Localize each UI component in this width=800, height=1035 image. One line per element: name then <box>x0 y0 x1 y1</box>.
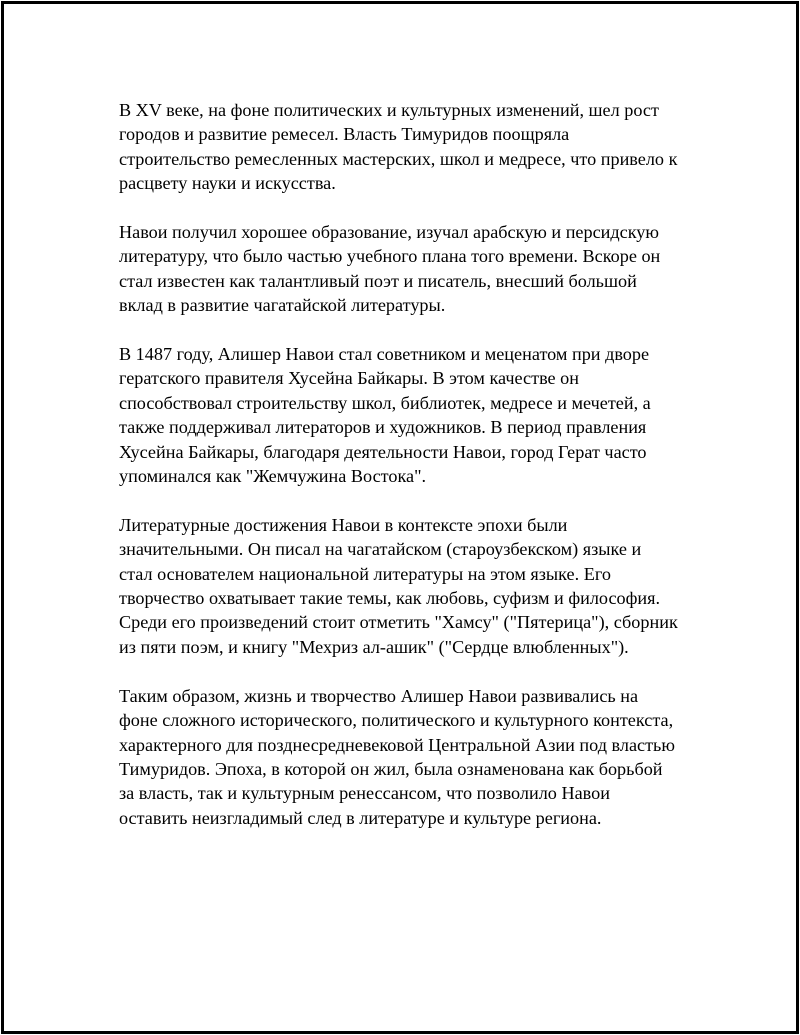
text-line: городов и развитие ремесел. Власть Тимуридов поощряла <box>119 124 570 145</box>
text-line: стал основателем национальной литературы на этом языке. Его <box>119 563 611 584</box>
text-line: Таким образом, жизнь и творчество Алишер Навои развивались на <box>119 685 639 706</box>
text-line: также поддерживал литераторов и художников. В период правления <box>119 417 647 438</box>
text-line: творчество охватывает такие темы, как любовь, суфизм и философия. <box>119 588 661 609</box>
text-line: Хусейна Байкары, благодаря деятельности Навои, город Герат часто <box>119 441 647 462</box>
text-line: фоне сложного исторического, политического и культурного контекста, <box>119 710 674 731</box>
paragraph-literary-achievements <box>119 513 699 659</box>
paragraph-conclusion <box>119 684 699 830</box>
text-line: характерного для позднесредневековой Центральной Азии под властью <box>119 734 675 755</box>
text-line: расцвету науки и искусства. <box>119 173 336 194</box>
text-line: Навои получил хорошее образование, изучал арабскую и персидскую <box>119 222 659 243</box>
text-line: за власть, так и культурным ренессансом, что позволило Навои <box>119 783 610 804</box>
text-line: строительство ремесленных мастерских, школ и медресе, что привело к <box>119 148 678 169</box>
text-line: стал известен как талантливый поэт и писатель, внесший большой <box>119 270 637 291</box>
text-line: гератского правителя Хусейна Байкары. В этом качестве он <box>119 368 580 389</box>
text-line: упоминался как "Жемчужина Востока". <box>119 466 427 487</box>
text-line: литературу, что было частью учебного плана того времени. Вскоре он <box>119 246 661 267</box>
paragraph-timurid-era <box>119 98 699 196</box>
text-line: вклад в развитие чагатайской литературы. <box>119 295 446 316</box>
text-line: В XV веке, на фоне политических и культурных изменений, шел рост <box>119 100 659 120</box>
page-frame <box>1 1 799 1034</box>
text-line: оставить неизгладимый след в литературе и культуре региона. <box>119 807 602 828</box>
paragraph-herat-court <box>119 342 699 488</box>
paragraph-education <box>119 220 699 318</box>
text-line: Тимуридов. Эпоха, в которой он жил, была ознаменована как борьбой <box>119 758 663 779</box>
text-line: значительными. Он писал на чагатайском (староузбекском) языке и <box>119 539 642 560</box>
text-line: Среди его произведений стоит отметить "Хамсу" ("Пятерица"), сборник <box>119 612 678 633</box>
text-line: Литературные достижения Навои в контексте эпохи были <box>119 514 568 535</box>
text-line: В 1487 году, Алишер Навои стал советником и меценатом при дворе <box>119 344 650 365</box>
text-line: из пяти поэм, и книгу "Мехриз ал-ашик" ("Сердце влюбленных"). <box>119 636 629 657</box>
document-body <box>119 98 699 855</box>
text-line: способствовал строительству школ, библиотек, медресе и мечетей, а <box>119 392 651 413</box>
